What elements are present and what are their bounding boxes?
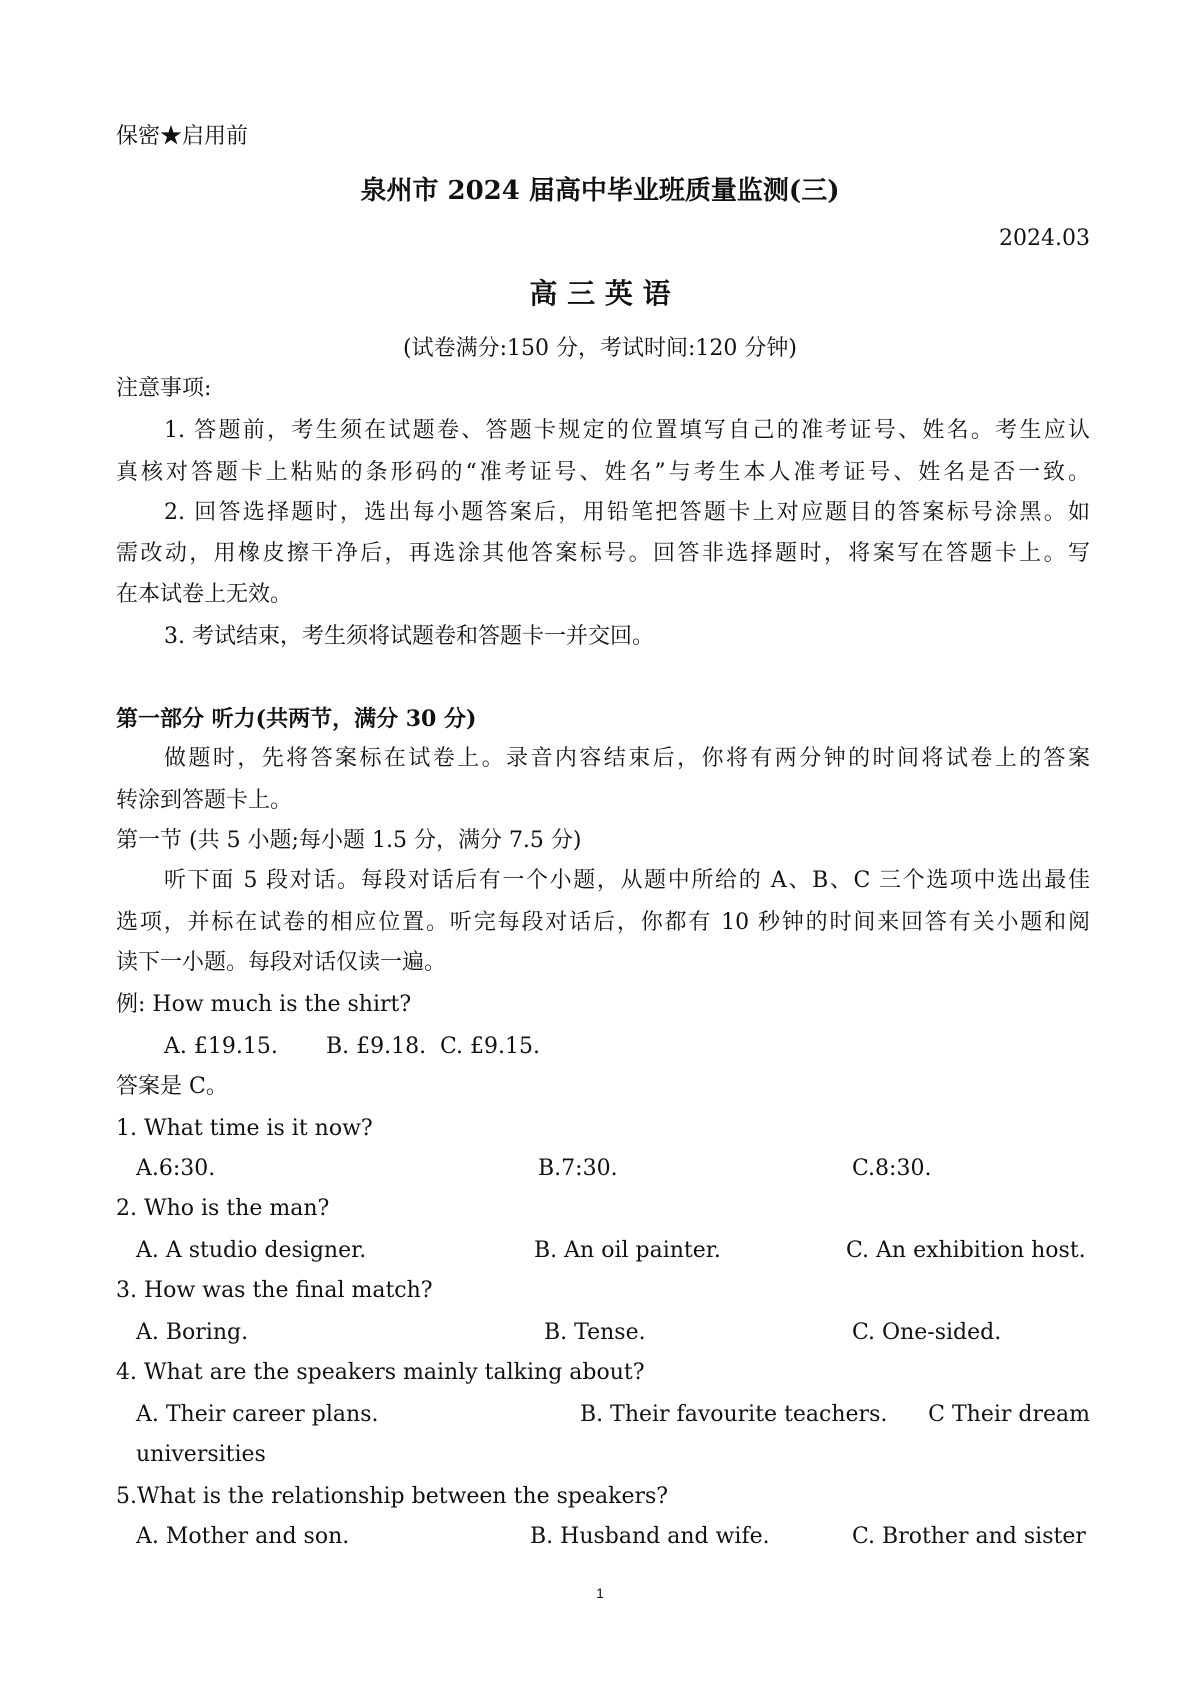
section1-instr-line-2: 选项，并标在试卷的相应位置。听完每段对话后，你都有 10 秒钟的时间来回答有关小题和阅	[116, 910, 1090, 935]
example-option-a: A. £19.15.	[164, 1034, 278, 1059]
part1-intro-line-2: 转涂到答题卡上。	[116, 788, 293, 813]
exam-title: 泉州市 2024 届高中毕业班质量监测(三)	[360, 176, 840, 206]
notice-item-3-line-1: 3. 考试结束，考生须将试题卷和答题卡一并交回。	[164, 624, 654, 649]
question-4-option-c-continued: universities	[136, 1442, 266, 1467]
notice-item-2-line-2: 需改动，用橡皮擦干净后，再选涂其他答案标号。回答非选择题时，将案写在答题卡上。写	[116, 541, 1090, 566]
question-3-option-b: B. Tense.	[544, 1320, 646, 1345]
notice-item-1-line-2: 真核对答题卡上粘贴的条形码的“准考证号、姓名”与考生本人准考证号、姓名是否一致。	[116, 460, 1090, 485]
question-5: 5.What is the relationship between the speakers?	[116, 1484, 669, 1509]
exam-info: (试卷满分:150 分，考试时间:120 分钟)	[403, 336, 797, 361]
question-1-option-a: A.6:30.	[136, 1156, 216, 1181]
question-3-option-a: A. Boring.	[136, 1320, 249, 1345]
question-3-option-c: C. One-sided.	[852, 1320, 1002, 1345]
section1-instr-line-1: 听下面 5 段对话。每段对话后有一个小题，从题中所给的 A、B、C 三个选项中选出最佳	[164, 868, 1090, 893]
question-1-option-c: C.8:30.	[852, 1156, 932, 1181]
question-2-option-b: B. An oil painter.	[534, 1238, 721, 1263]
exam-date: 2024.03	[999, 226, 1090, 251]
question-4-option-b: B. Their favourite teachers.	[580, 1402, 888, 1427]
question-4: 4. What are the speakers mainly talking about?	[116, 1360, 645, 1385]
example-option-b: B. £9.18.	[326, 1034, 427, 1059]
section1-heading: 第一节 (共 5 小题;每小题 1.5 分，满分 7.5 分)	[116, 828, 582, 853]
section1-instr-line-3: 读下一小题。每段对话仅读一遍。	[116, 950, 447, 975]
confidential-note: 保密★启用前	[116, 124, 249, 149]
notice-item-2-line-1: 2. 回答选择题时，选出每小题答案后，用铅笔把答题卡上对应题目的答案标号涂黑。如	[164, 500, 1090, 525]
question-1: 1. What time is it now?	[116, 1116, 373, 1141]
part1-heading: 第一部分 听力(共两节，满分 30 分)	[116, 706, 477, 732]
question-4-option-a: A. Their career plans.	[136, 1402, 379, 1427]
example-question: 例: How much is the shirt?	[116, 992, 412, 1017]
notice-item-2-line-3: 在本试卷上无效。	[116, 582, 293, 607]
question-5-option-b: B. Husband and wife.	[530, 1524, 770, 1549]
subject-title: 高 三 英 语	[529, 277, 671, 310]
notice-item-1-line-1: 1. 答题前，考生须在试题卷、答题卡规定的位置填写自己的准考证号、姓名。考生应认	[164, 418, 1090, 443]
question-5-option-a: A. Mother and son.	[136, 1524, 350, 1549]
page-number: 1	[596, 1585, 604, 1601]
example-option-c: C. £9.15.	[440, 1034, 541, 1059]
notice-heading: 注意事项:	[116, 376, 212, 401]
question-2-option-c: C. An exhibition host.	[846, 1238, 1086, 1263]
example-answer: 答案是 C。	[116, 1074, 228, 1099]
question-1-option-b: B.7:30.	[538, 1156, 618, 1181]
question-4-option-c: C Their dream	[928, 1402, 1090, 1427]
question-2: 2. Who is the man?	[116, 1196, 330, 1221]
question-2-option-a: A. A studio designer.	[136, 1238, 367, 1263]
question-3: 3. How was the final match?	[116, 1278, 433, 1303]
part1-intro-line-1: 做题时，先将答案标在试卷上。录音内容结束后，你将有两分钟的时间将试卷上的答案	[164, 746, 1090, 771]
question-5-option-c: C. Brother and sister	[852, 1524, 1086, 1549]
